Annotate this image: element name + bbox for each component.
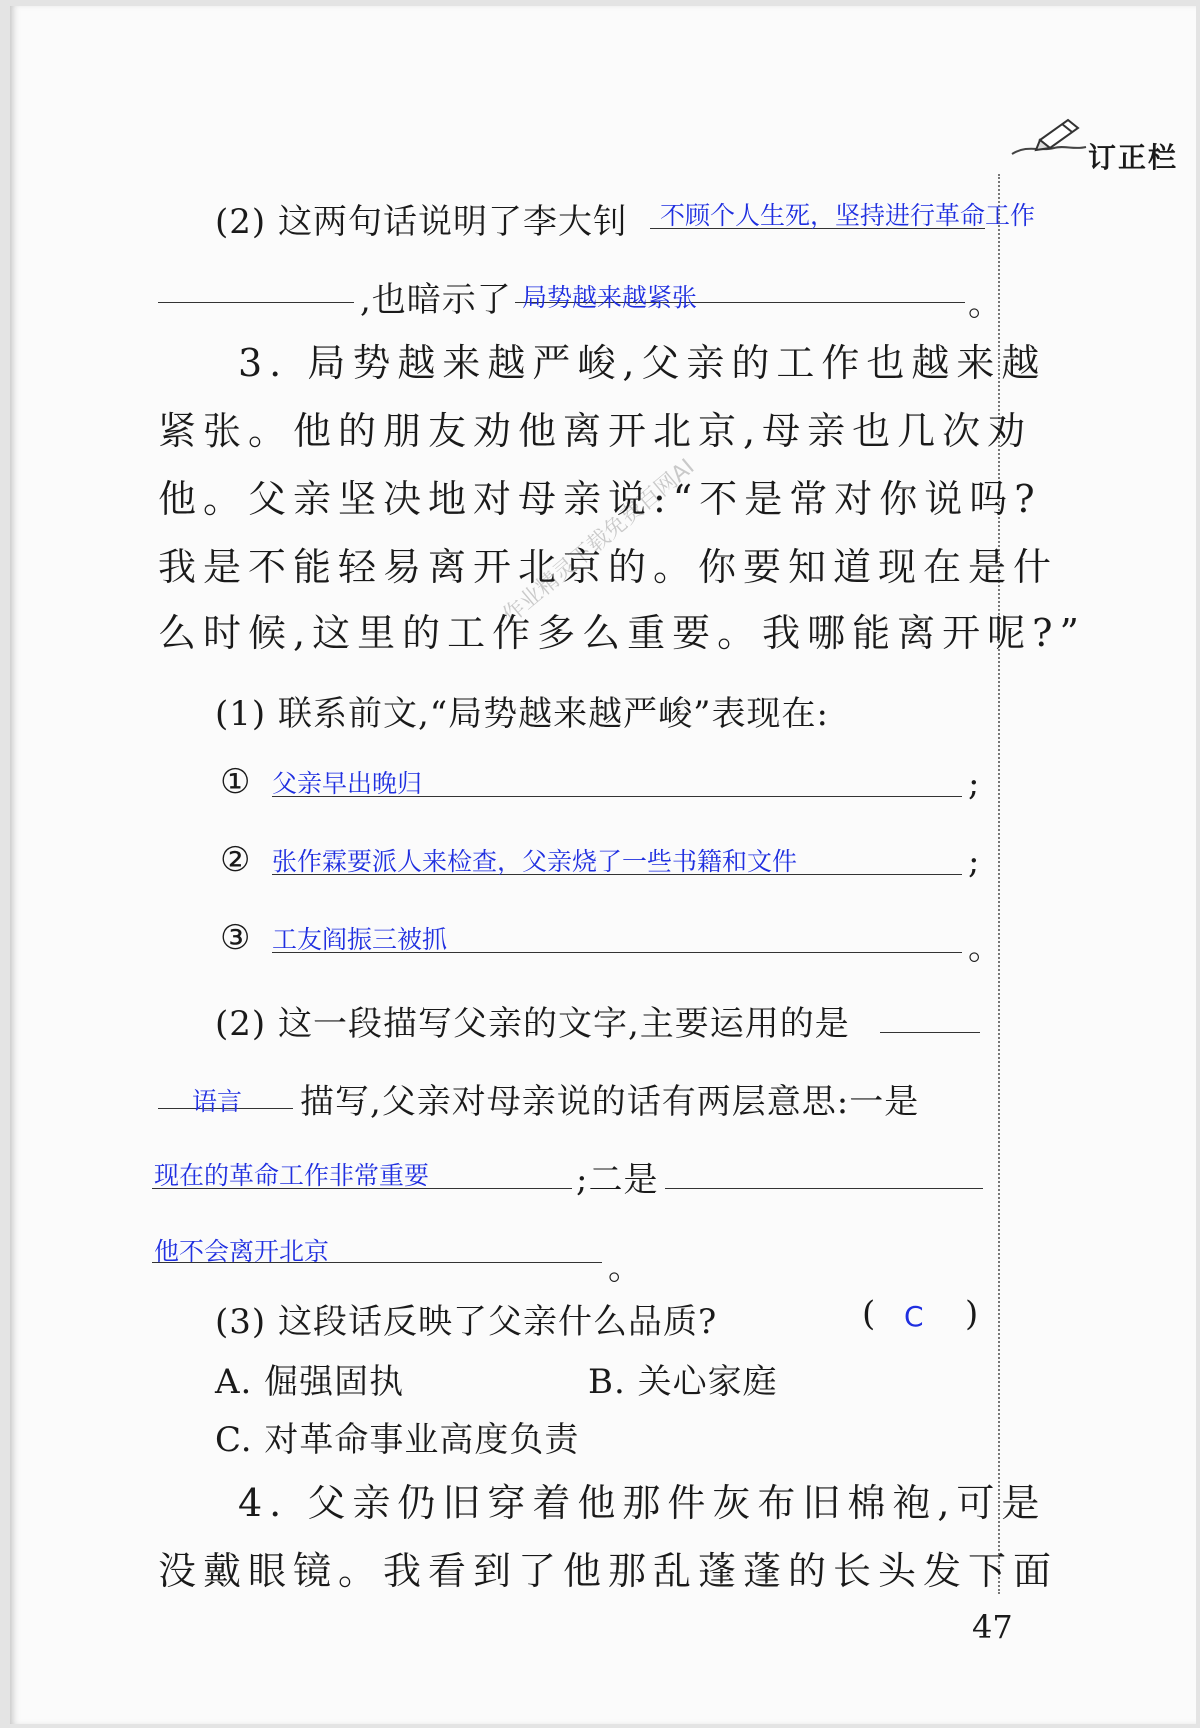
workbook-page [10,6,1196,1724]
q2-mid-text: ,也暗示了 [360,280,512,320]
answer-line [880,1032,980,1033]
q3-sub1-answer-2: 张作霖要派人来检查，父亲烧了一些书籍和文件 [272,847,798,876]
answer-line [665,1188,983,1189]
correction-column-label: 订正栏 [1088,141,1179,174]
q2-end-punct: 。 [968,284,1003,324]
q4-passage-line: 没戴眼镜。我看到了他那乱蓬蓬的长头发下面 [158,1549,1059,1593]
q3-sub1-question: (1) 联系前文,“局势越来越严峻”表现在: [215,694,829,734]
q4-passage-line: 4. 父亲仍旧穿着他那件灰布旧棉袍,可是 [238,1481,1047,1525]
q3-passage-line: 他。父亲坚决地对母亲说:“不是常对你说吗? [158,477,1042,521]
option-a: A. 倔强固执 [215,1362,405,1402]
q3-passage-line: 3. 局势越来越严峻,父亲的工作也越来越 [238,341,1047,385]
q3-passage-line: 么时候,这里的工作多么重要。我哪能离开呢?” [158,611,1086,655]
margin-dotted-divider [998,174,1000,1594]
watermark: 作业精灵下载免费百网AI [498,454,700,629]
choice-paren-open: ( [862,1294,877,1334]
option-c: C. 对革命事业高度负责 [215,1420,580,1460]
page-number: 47 [972,1608,1013,1646]
q3-passage-line: 我是不能轻易离开北京的。你要知道现在是什 [158,545,1059,589]
q3-sub2-end-punct: 。 [608,1248,643,1288]
q3-passage-line: 紧张。他的朋友劝他离开北京,母亲也几次劝 [158,409,1033,453]
q3-sub2-answer-2: 现在的革命工作非常重要 [154,1161,430,1190]
q3-sub3-answer: C [904,1300,924,1333]
pencil-icon [1010,114,1088,162]
option-b: B. 关心家庭 [588,1362,778,1402]
q2-prompt: (2) 这两句话说明了李大钊 [215,202,628,242]
q3-sub2-answer-1: 语言 [192,1087,243,1116]
q3-sub2-answer-3: 他不会离开北京 [154,1237,330,1266]
q2-answer-2: 局势越来越紧张 [522,283,698,312]
item-marker: ② [220,840,252,880]
item-end-punct: ; [968,764,981,804]
item-end-punct: 。 [968,928,1003,968]
q2-answer-1: 不顾个人生死，坚持进行革命工作 [660,201,1036,230]
q3-sub2-text: ;二是 [576,1160,659,1200]
choice-paren-close: ) [965,1294,980,1334]
item-end-punct: ; [968,842,981,882]
q3-sub1-answer-1: 父亲早出晚归 [272,769,423,798]
q3-sub1-answer-3: 工友阎振三被抓 [272,925,448,954]
q3-sub2-text: 描写,父亲对母亲说的话有两层意思:一是 [300,1082,920,1122]
answer-line [158,302,354,303]
item-marker: ① [220,762,252,802]
q3-sub3-question: (3) 这段话反映了父亲什么品质? [215,1302,718,1342]
q3-sub2-question: (2) 这一段描写父亲的文字,主要运用的是 [215,1004,850,1044]
item-marker: ③ [220,918,252,958]
